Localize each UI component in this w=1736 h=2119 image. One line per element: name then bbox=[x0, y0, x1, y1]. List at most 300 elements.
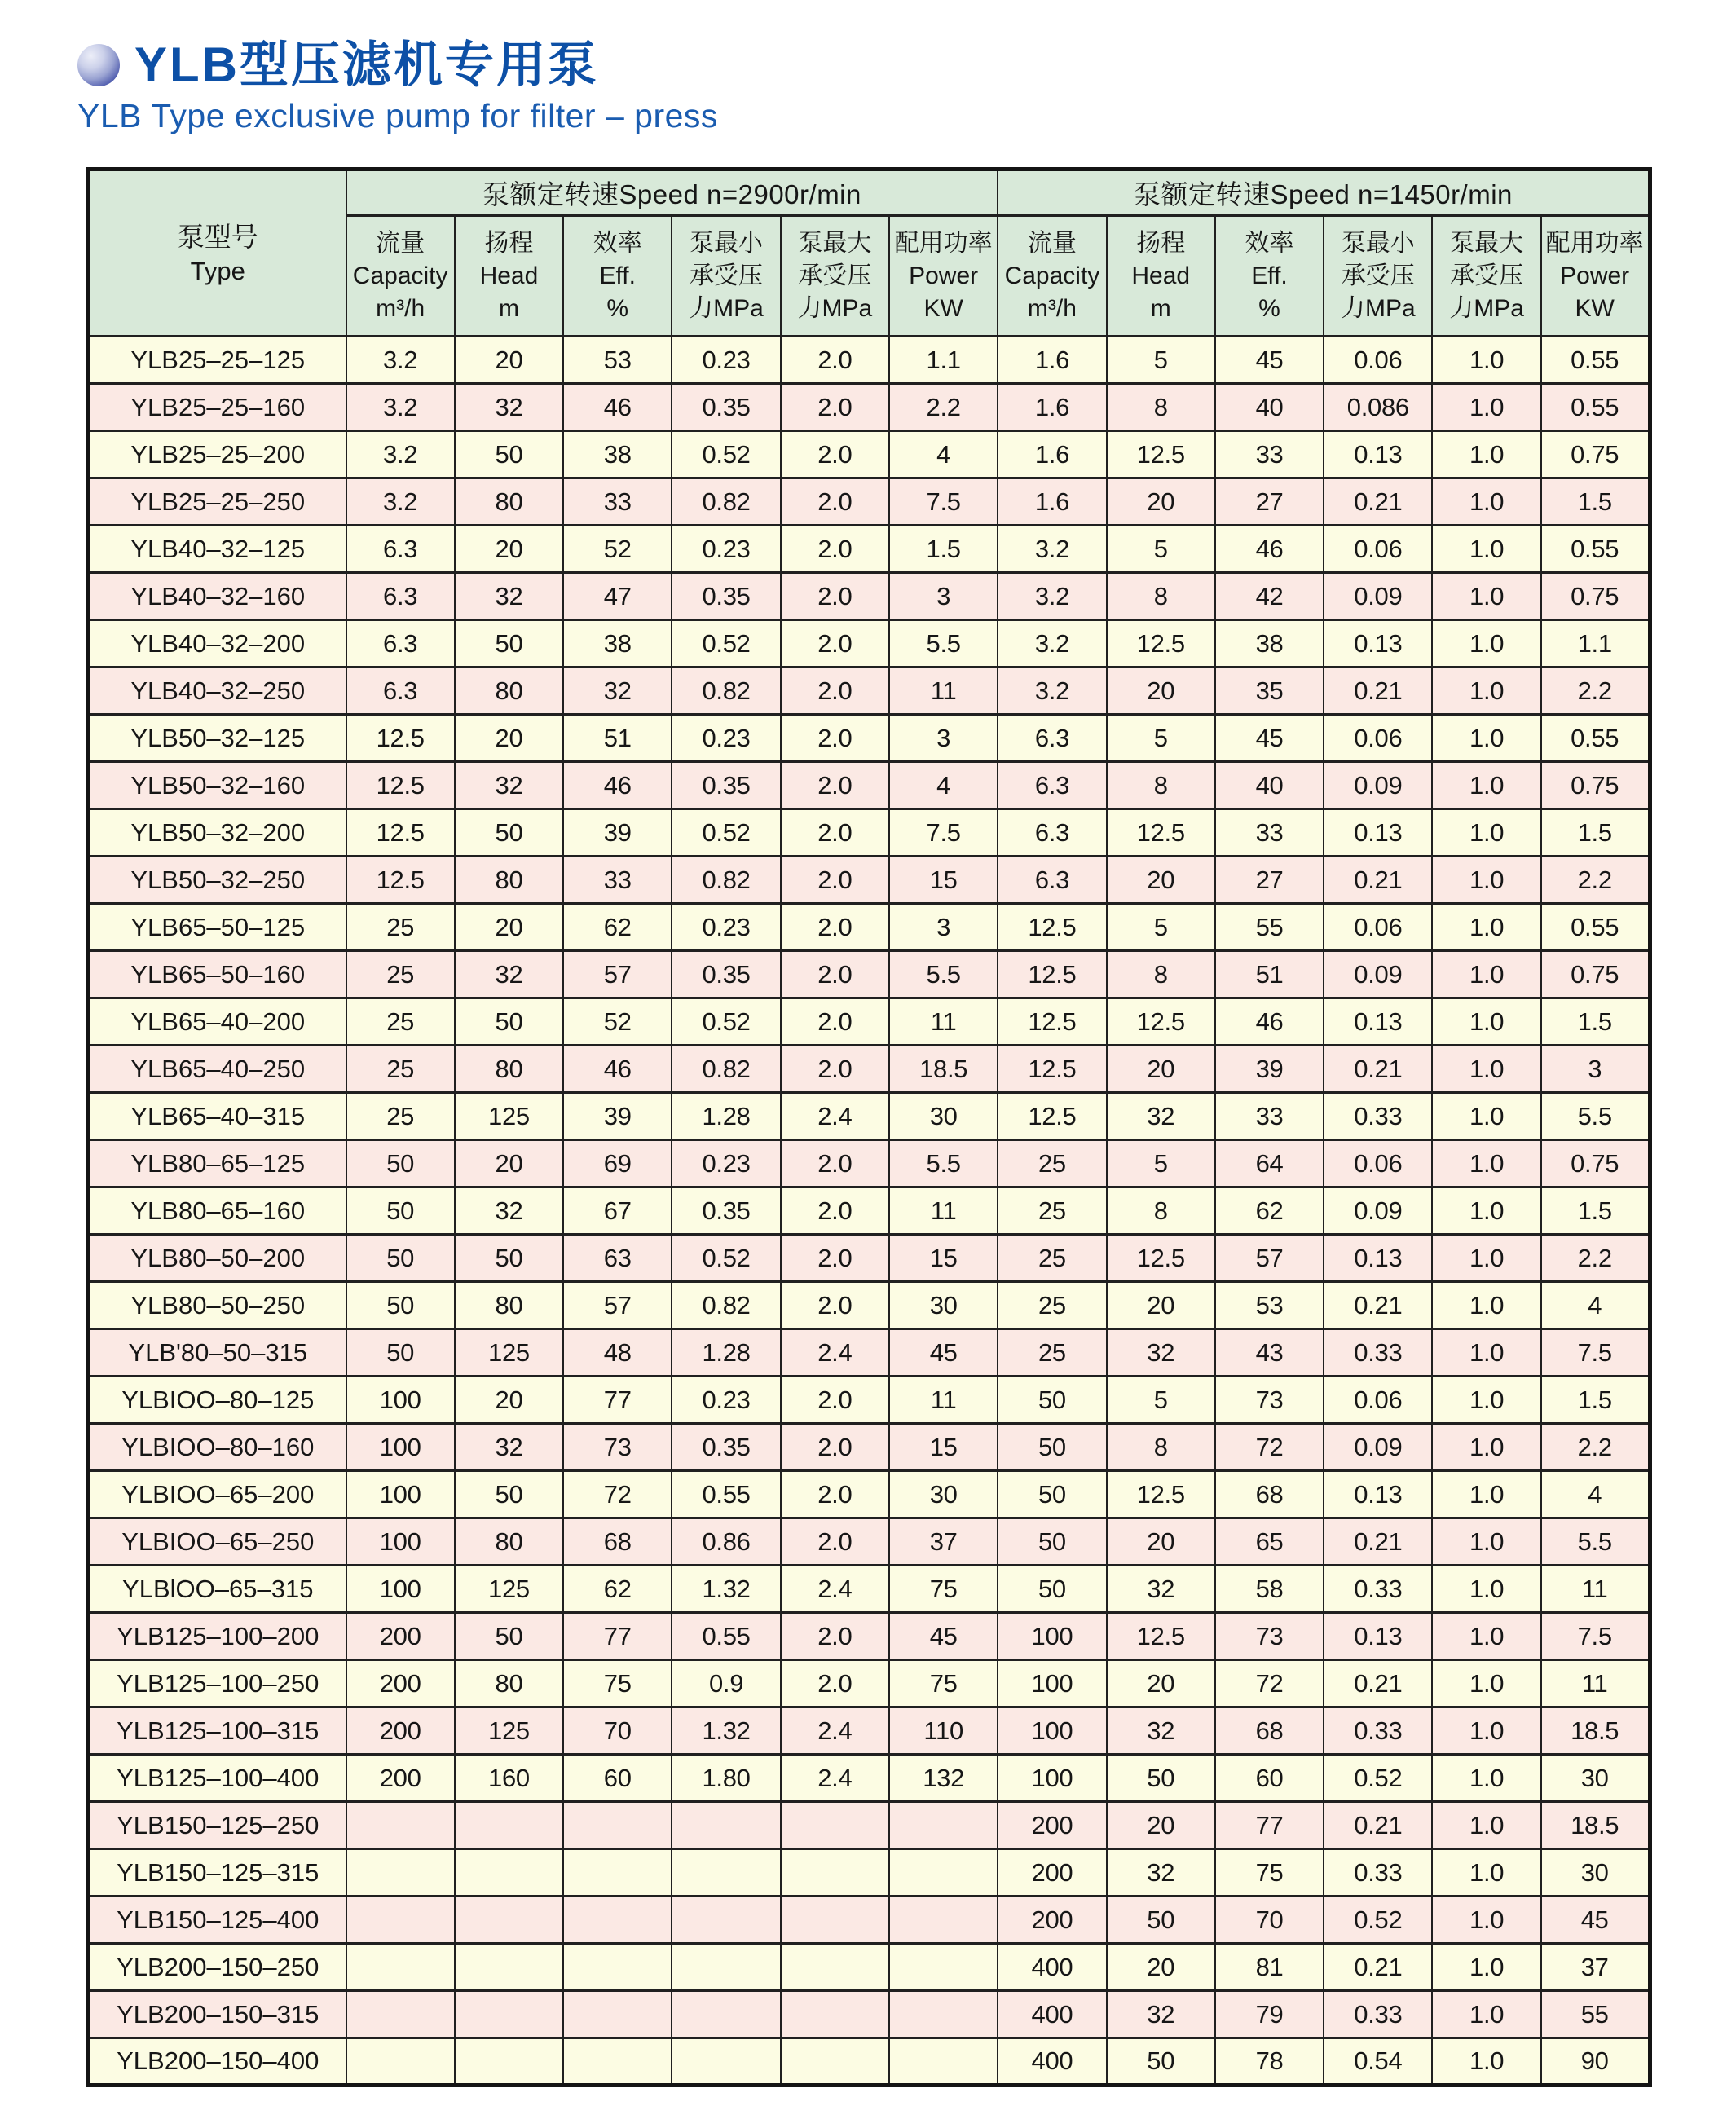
value-cell: 7.5 bbox=[1541, 1613, 1650, 1660]
value-cell: 0.75 bbox=[1541, 951, 1650, 998]
value-cell: 30 bbox=[1541, 1755, 1650, 1802]
value-cell: 1.6 bbox=[998, 384, 1106, 431]
value-cell: 200 bbox=[998, 1802, 1106, 1849]
value-cell: 80 bbox=[455, 1046, 563, 1093]
value-cell: 20 bbox=[455, 1140, 563, 1187]
value-cell: 3 bbox=[889, 904, 998, 951]
value-cell bbox=[672, 1849, 780, 1897]
value-cell: 2.0 bbox=[781, 573, 889, 620]
table-row bbox=[89, 715, 1650, 762]
value-cell: 2.0 bbox=[781, 951, 889, 998]
model-cell: YLB65–40–315 bbox=[89, 1093, 346, 1140]
value-cell: 12.5 bbox=[346, 809, 455, 857]
value-cell: 51 bbox=[563, 715, 672, 762]
value-cell: 50 bbox=[346, 1140, 455, 1187]
value-cell: 2.0 bbox=[781, 1613, 889, 1660]
value-cell: 0.06 bbox=[1324, 526, 1432, 573]
value-cell: 32 bbox=[455, 1424, 563, 1471]
value-cell: 0.35 bbox=[672, 762, 780, 809]
value-cell: 15 bbox=[889, 1424, 998, 1471]
value-cell: 200 bbox=[998, 1849, 1106, 1897]
model-cell: YLB80–50–250 bbox=[89, 1282, 346, 1329]
model-cell: YLB200–150–250 bbox=[89, 1944, 346, 1991]
value-cell bbox=[781, 1991, 889, 2038]
value-cell: 33 bbox=[1215, 431, 1324, 478]
value-cell: 2.0 bbox=[781, 1140, 889, 1187]
value-cell bbox=[781, 1802, 889, 1849]
value-cell: 77 bbox=[1215, 1802, 1324, 1849]
table-row bbox=[89, 1991, 1650, 2038]
column-header-line: Eff. bbox=[599, 262, 636, 289]
type-column-header bbox=[89, 170, 346, 337]
value-cell: 0.23 bbox=[672, 904, 780, 951]
value-cell: 0.23 bbox=[672, 337, 780, 384]
type-header-en: Type bbox=[190, 256, 245, 285]
value-cell: 0.35 bbox=[672, 951, 780, 998]
value-cell: 1.0 bbox=[1432, 715, 1540, 762]
value-cell: 0.75 bbox=[1541, 1140, 1650, 1187]
value-cell: 20 bbox=[1107, 478, 1215, 526]
value-cell: 11 bbox=[889, 1377, 998, 1424]
value-cell: 42 bbox=[1215, 573, 1324, 620]
value-cell: 45 bbox=[889, 1329, 998, 1377]
value-cell: 5 bbox=[1107, 337, 1215, 384]
value-cell: 2.0 bbox=[781, 1187, 889, 1235]
value-cell: 39 bbox=[563, 809, 672, 857]
value-cell: 50 bbox=[998, 1566, 1106, 1613]
value-cell: 2.0 bbox=[781, 998, 889, 1046]
value-cell bbox=[346, 1944, 455, 1991]
value-cell: 2.4 bbox=[781, 1566, 889, 1613]
value-cell bbox=[889, 1802, 998, 1849]
value-cell: 62 bbox=[563, 1566, 672, 1613]
value-cell: 25 bbox=[998, 1329, 1106, 1377]
table-row bbox=[89, 620, 1650, 667]
value-cell: 32 bbox=[1107, 1329, 1215, 1377]
column-header-line: 承受压 bbox=[690, 262, 764, 289]
value-cell: 100 bbox=[346, 1377, 455, 1424]
table-row bbox=[89, 667, 1650, 715]
value-cell: 1.0 bbox=[1432, 1755, 1540, 1802]
table-row bbox=[89, 1944, 1650, 1991]
table-row bbox=[89, 904, 1650, 951]
value-cell: 53 bbox=[563, 337, 672, 384]
value-cell bbox=[455, 1991, 563, 2038]
value-cell: 0.55 bbox=[1541, 384, 1650, 431]
value-cell: 0.21 bbox=[1324, 1660, 1432, 1707]
column-header-line: 泵最小 bbox=[690, 229, 764, 257]
value-cell bbox=[672, 1991, 780, 2038]
column-header-line: m bbox=[1150, 294, 1171, 322]
value-cell: 30 bbox=[889, 1093, 998, 1140]
value-cell bbox=[455, 1849, 563, 1897]
value-cell: 1.0 bbox=[1432, 1897, 1540, 1944]
value-cell: 60 bbox=[563, 1755, 672, 1802]
value-cell: 2.0 bbox=[781, 762, 889, 809]
value-cell bbox=[346, 2038, 455, 2086]
value-cell: 32 bbox=[1107, 1566, 1215, 1613]
value-cell: 1.5 bbox=[1541, 478, 1650, 526]
value-cell: 1.0 bbox=[1432, 1187, 1540, 1235]
value-cell: 4 bbox=[889, 762, 998, 809]
value-cell: 72 bbox=[1215, 1424, 1324, 1471]
value-cell: 0.06 bbox=[1324, 1140, 1432, 1187]
value-cell: 45 bbox=[1215, 715, 1324, 762]
value-cell: 2.2 bbox=[1541, 857, 1650, 904]
value-cell: 67 bbox=[563, 1187, 672, 1235]
value-cell: 400 bbox=[998, 1991, 1106, 2038]
table-row bbox=[89, 1755, 1650, 1802]
column-header-line: 扬程 bbox=[1136, 229, 1186, 257]
value-cell: 1.80 bbox=[672, 1755, 780, 1802]
value-cell: 12.5 bbox=[998, 951, 1106, 998]
value-cell: 2.0 bbox=[781, 337, 889, 384]
value-cell bbox=[781, 1944, 889, 1991]
value-cell: 2.2 bbox=[889, 384, 998, 431]
value-cell: 12.5 bbox=[1107, 998, 1215, 1046]
table-row bbox=[89, 1849, 1650, 1897]
column-header-1450-2 bbox=[1107, 216, 1215, 337]
value-cell bbox=[889, 1849, 998, 1897]
value-cell: 200 bbox=[346, 1755, 455, 1802]
value-cell: 0.21 bbox=[1324, 1944, 1432, 1991]
value-cell: 80 bbox=[455, 667, 563, 715]
value-cell: 0.06 bbox=[1324, 1377, 1432, 1424]
value-cell: 0.35 bbox=[672, 1187, 780, 1235]
value-cell: 11 bbox=[889, 1187, 998, 1235]
value-cell: 75 bbox=[889, 1566, 998, 1613]
value-cell bbox=[672, 1897, 780, 1944]
model-cell: YLB125–100–315 bbox=[89, 1707, 346, 1755]
model-cell: YLBIOO–80–160 bbox=[89, 1424, 346, 1471]
value-cell: 5 bbox=[1107, 715, 1215, 762]
value-cell: 55 bbox=[1215, 904, 1324, 951]
value-cell: 15 bbox=[889, 1235, 998, 1282]
value-cell: 6.3 bbox=[346, 526, 455, 573]
value-cell: 5.5 bbox=[1541, 1518, 1650, 1566]
model-cell: YLB80–50–200 bbox=[89, 1235, 346, 1282]
table-row bbox=[89, 1377, 1650, 1424]
value-cell: 3 bbox=[889, 715, 998, 762]
value-cell bbox=[563, 1802, 672, 1849]
value-cell: 7.5 bbox=[889, 478, 998, 526]
value-cell: 1.0 bbox=[1432, 1424, 1540, 1471]
value-cell: 8 bbox=[1107, 951, 1215, 998]
model-cell: YLB125–100–200 bbox=[89, 1613, 346, 1660]
value-cell: 200 bbox=[998, 1897, 1106, 1944]
value-cell: 20 bbox=[1107, 857, 1215, 904]
value-cell: 0.9 bbox=[672, 1660, 780, 1707]
value-cell: 2.0 bbox=[781, 904, 889, 951]
value-cell: 0.75 bbox=[1541, 573, 1650, 620]
value-cell: 20 bbox=[455, 526, 563, 573]
value-cell: 1.0 bbox=[1432, 1660, 1540, 1707]
value-cell: 8 bbox=[1107, 1424, 1215, 1471]
value-cell: 100 bbox=[998, 1660, 1106, 1707]
model-cell: YLB50–32–200 bbox=[89, 809, 346, 857]
value-cell bbox=[563, 1991, 672, 2038]
value-cell: 6.3 bbox=[998, 762, 1106, 809]
column-header-2900-3 bbox=[563, 216, 672, 337]
model-cell: YLBlOO–65–315 bbox=[89, 1566, 346, 1613]
bullet-icon bbox=[77, 44, 120, 86]
value-cell: 68 bbox=[1215, 1471, 1324, 1518]
value-cell: 50 bbox=[1107, 1755, 1215, 1802]
speed-group-2900-label: 泵额定转速Speed n=2900r/min bbox=[482, 179, 861, 209]
value-cell: 78 bbox=[1215, 2038, 1324, 2086]
value-cell: 38 bbox=[563, 620, 672, 667]
value-cell: 0.55 bbox=[672, 1471, 780, 1518]
value-cell: 0.52 bbox=[672, 620, 780, 667]
value-cell: 0.75 bbox=[1541, 431, 1650, 478]
value-cell: 1.0 bbox=[1432, 478, 1540, 526]
value-cell: 12.5 bbox=[346, 857, 455, 904]
column-header-line: 流量 bbox=[376, 229, 425, 257]
value-cell: 50 bbox=[455, 1471, 563, 1518]
value-cell: 5 bbox=[1107, 904, 1215, 951]
value-cell: 2.0 bbox=[781, 384, 889, 431]
value-cell: 2.0 bbox=[781, 620, 889, 667]
value-cell: 0.09 bbox=[1324, 573, 1432, 620]
table-row bbox=[89, 384, 1650, 431]
value-cell bbox=[781, 2038, 889, 2086]
value-cell: 1.0 bbox=[1432, 1046, 1540, 1093]
value-cell bbox=[346, 1802, 455, 1849]
model-cell: YLB200–150–315 bbox=[89, 1991, 346, 2038]
value-cell: 77 bbox=[563, 1613, 672, 1660]
value-cell: 1.0 bbox=[1432, 1282, 1540, 1329]
value-cell: 0.52 bbox=[672, 809, 780, 857]
value-cell: 400 bbox=[998, 1944, 1106, 1991]
value-cell: 3.2 bbox=[998, 620, 1106, 667]
value-cell: 2.4 bbox=[781, 1329, 889, 1377]
value-cell: 45 bbox=[1541, 1897, 1650, 1944]
model-cell: YLB65–40–200 bbox=[89, 998, 346, 1046]
model-cell: YLB25–25–200 bbox=[89, 431, 346, 478]
speed-group-1450-label: 泵额定转速Speed n=1450r/min bbox=[1133, 179, 1513, 209]
value-cell: 55 bbox=[1541, 1991, 1650, 2038]
value-cell: 32 bbox=[455, 384, 563, 431]
table-row bbox=[89, 1471, 1650, 1518]
value-cell: 70 bbox=[563, 1707, 672, 1755]
value-cell: 4 bbox=[889, 431, 998, 478]
value-cell: 0.55 bbox=[1541, 904, 1650, 951]
value-cell: 2.4 bbox=[781, 1755, 889, 1802]
value-cell: 1.5 bbox=[1541, 1187, 1650, 1235]
value-cell: 3 bbox=[1541, 1046, 1650, 1093]
value-cell: 2.0 bbox=[781, 1471, 889, 1518]
value-cell: 25 bbox=[998, 1140, 1106, 1187]
value-cell: 0.09 bbox=[1324, 951, 1432, 998]
value-cell: 0.35 bbox=[672, 573, 780, 620]
value-cell: 0.82 bbox=[672, 478, 780, 526]
model-cell: YLB80–65–125 bbox=[89, 1140, 346, 1187]
table-row bbox=[89, 1518, 1650, 1566]
value-cell: 40 bbox=[1215, 384, 1324, 431]
value-cell: 68 bbox=[563, 1518, 672, 1566]
value-cell: 0.21 bbox=[1324, 857, 1432, 904]
value-cell: 50 bbox=[346, 1235, 455, 1282]
value-cell: 4 bbox=[1541, 1471, 1650, 1518]
column-header-line: 泵最小 bbox=[1341, 229, 1415, 257]
column-header-line: 流量 bbox=[1027, 229, 1077, 257]
value-cell: 3.2 bbox=[346, 431, 455, 478]
value-cell: 0.33 bbox=[1324, 1566, 1432, 1613]
value-cell: 0.82 bbox=[672, 857, 780, 904]
column-header-2900-4 bbox=[672, 216, 780, 337]
table-header bbox=[89, 170, 1650, 337]
table-row bbox=[89, 1660, 1650, 1707]
value-cell: 0.13 bbox=[1324, 620, 1432, 667]
value-cell: 12.5 bbox=[1107, 809, 1215, 857]
value-cell: 100 bbox=[998, 1707, 1106, 1755]
value-cell: 0.21 bbox=[1324, 478, 1432, 526]
value-cell: 30 bbox=[889, 1471, 998, 1518]
value-cell: 80 bbox=[455, 857, 563, 904]
model-cell: YLB200–150–400 bbox=[89, 2038, 346, 2086]
column-header-line: KW bbox=[923, 294, 963, 322]
value-cell: 1.5 bbox=[1541, 1377, 1650, 1424]
pump-spec-table bbox=[86, 167, 1652, 2087]
value-cell: 50 bbox=[998, 1518, 1106, 1566]
model-cell: YLB80–65–160 bbox=[89, 1187, 346, 1235]
value-cell: 1.5 bbox=[889, 526, 998, 573]
value-cell: 0.33 bbox=[1324, 1707, 1432, 1755]
value-cell: 2.0 bbox=[781, 809, 889, 857]
value-cell: 0.55 bbox=[1541, 715, 1650, 762]
value-cell: 32 bbox=[563, 667, 672, 715]
value-cell bbox=[563, 1849, 672, 1897]
value-cell: 0.13 bbox=[1324, 1235, 1432, 1282]
value-cell: 2.0 bbox=[781, 1282, 889, 1329]
value-cell bbox=[563, 2038, 672, 2086]
model-cell: YLB50–32–125 bbox=[89, 715, 346, 762]
value-cell: 27 bbox=[1215, 857, 1324, 904]
table-row bbox=[89, 951, 1650, 998]
column-header-2900-2 bbox=[455, 216, 563, 337]
value-cell: 0.09 bbox=[1324, 1187, 1432, 1235]
column-header-line: 扬程 bbox=[484, 229, 534, 257]
value-cell: 50 bbox=[455, 998, 563, 1046]
table-row bbox=[89, 857, 1650, 904]
value-cell: 1.0 bbox=[1432, 1329, 1540, 1377]
value-cell: 1.5 bbox=[1541, 809, 1650, 857]
speed-group-2900 bbox=[346, 170, 998, 216]
value-cell: 1.0 bbox=[1432, 1991, 1540, 2038]
value-cell: 1.0 bbox=[1432, 384, 1540, 431]
model-cell: YLB25–25–160 bbox=[89, 384, 346, 431]
table-row bbox=[89, 1329, 1650, 1377]
title-row bbox=[77, 39, 718, 90]
value-cell: 7.5 bbox=[889, 809, 998, 857]
value-cell: 2.4 bbox=[781, 1707, 889, 1755]
column-header-line: 力MPa bbox=[1449, 294, 1524, 322]
value-cell: 57 bbox=[1215, 1235, 1324, 1282]
value-cell bbox=[563, 1897, 672, 1944]
value-cell: 5.5 bbox=[1541, 1093, 1650, 1140]
column-header-line: 力MPa bbox=[689, 294, 764, 322]
model-cell: YLBIOO–65–200 bbox=[89, 1471, 346, 1518]
table-row bbox=[89, 2038, 1650, 2086]
column-header-line: 配用功率 bbox=[894, 229, 993, 257]
table-row bbox=[89, 1802, 1650, 1849]
value-cell: 200 bbox=[346, 1613, 455, 1660]
value-cell: 0.23 bbox=[672, 715, 780, 762]
value-cell bbox=[346, 1991, 455, 2038]
value-cell: 12.5 bbox=[1107, 1471, 1215, 1518]
value-cell: 8 bbox=[1107, 573, 1215, 620]
value-cell: 1.0 bbox=[1432, 431, 1540, 478]
value-cell bbox=[455, 1897, 563, 1944]
value-cell: 0.21 bbox=[1324, 667, 1432, 715]
value-cell: 0.33 bbox=[1324, 1329, 1432, 1377]
value-cell: 5.5 bbox=[889, 951, 998, 998]
column-header-1450-1 bbox=[998, 216, 1106, 337]
value-cell: 0.13 bbox=[1324, 431, 1432, 478]
table-row bbox=[89, 1187, 1650, 1235]
value-cell: 12.5 bbox=[998, 1093, 1106, 1140]
value-cell: 50 bbox=[455, 620, 563, 667]
value-cell: 45 bbox=[1215, 337, 1324, 384]
value-cell: 20 bbox=[1107, 1944, 1215, 1991]
column-header-line: 泵最大 bbox=[798, 229, 872, 257]
value-cell: 125 bbox=[455, 1566, 563, 1613]
column-header-line: 力MPa bbox=[797, 294, 873, 322]
speed-group-1450 bbox=[998, 170, 1650, 216]
value-cell: 5 bbox=[1107, 1140, 1215, 1187]
value-cell: 52 bbox=[563, 998, 672, 1046]
value-cell: 33 bbox=[1215, 809, 1324, 857]
value-cell: 12.5 bbox=[1107, 431, 1215, 478]
value-cell: 50 bbox=[455, 1613, 563, 1660]
value-cell: 65 bbox=[1215, 1518, 1324, 1566]
table-row bbox=[89, 526, 1650, 573]
value-cell: 35 bbox=[1215, 667, 1324, 715]
value-cell: 32 bbox=[455, 573, 563, 620]
value-cell: 32 bbox=[1107, 1093, 1215, 1140]
value-cell: 1.0 bbox=[1432, 1566, 1540, 1613]
value-cell: 1.6 bbox=[998, 337, 1106, 384]
value-cell: 39 bbox=[563, 1093, 672, 1140]
table-row bbox=[89, 998, 1650, 1046]
column-header-line: Eff. bbox=[1251, 262, 1288, 289]
value-cell: 51 bbox=[1215, 951, 1324, 998]
value-cell: 0.86 bbox=[672, 1518, 780, 1566]
model-cell: YLB25–25–250 bbox=[89, 478, 346, 526]
value-cell: 20 bbox=[1107, 1046, 1215, 1093]
value-cell: 75 bbox=[889, 1660, 998, 1707]
value-cell: 1.0 bbox=[1432, 667, 1540, 715]
value-cell: 1.5 bbox=[1541, 998, 1650, 1046]
value-cell: 73 bbox=[563, 1424, 672, 1471]
value-cell: 62 bbox=[563, 904, 672, 951]
value-cell: 57 bbox=[563, 951, 672, 998]
value-cell: 1.0 bbox=[1432, 1707, 1540, 1755]
value-cell: 0.21 bbox=[1324, 1518, 1432, 1566]
column-header-line: KW bbox=[1575, 294, 1615, 322]
value-cell: 11 bbox=[1541, 1566, 1650, 1613]
table-row bbox=[89, 478, 1650, 526]
value-cell: 1.0 bbox=[1432, 857, 1540, 904]
value-cell: 53 bbox=[1215, 1282, 1324, 1329]
value-cell: 1.28 bbox=[672, 1093, 780, 1140]
value-cell: 46 bbox=[563, 384, 672, 431]
value-cell: 30 bbox=[1541, 1849, 1650, 1897]
value-cell: 12.5 bbox=[998, 998, 1106, 1046]
value-cell: 72 bbox=[563, 1471, 672, 1518]
value-cell: 52 bbox=[563, 526, 672, 573]
value-cell: 25 bbox=[346, 1093, 455, 1140]
